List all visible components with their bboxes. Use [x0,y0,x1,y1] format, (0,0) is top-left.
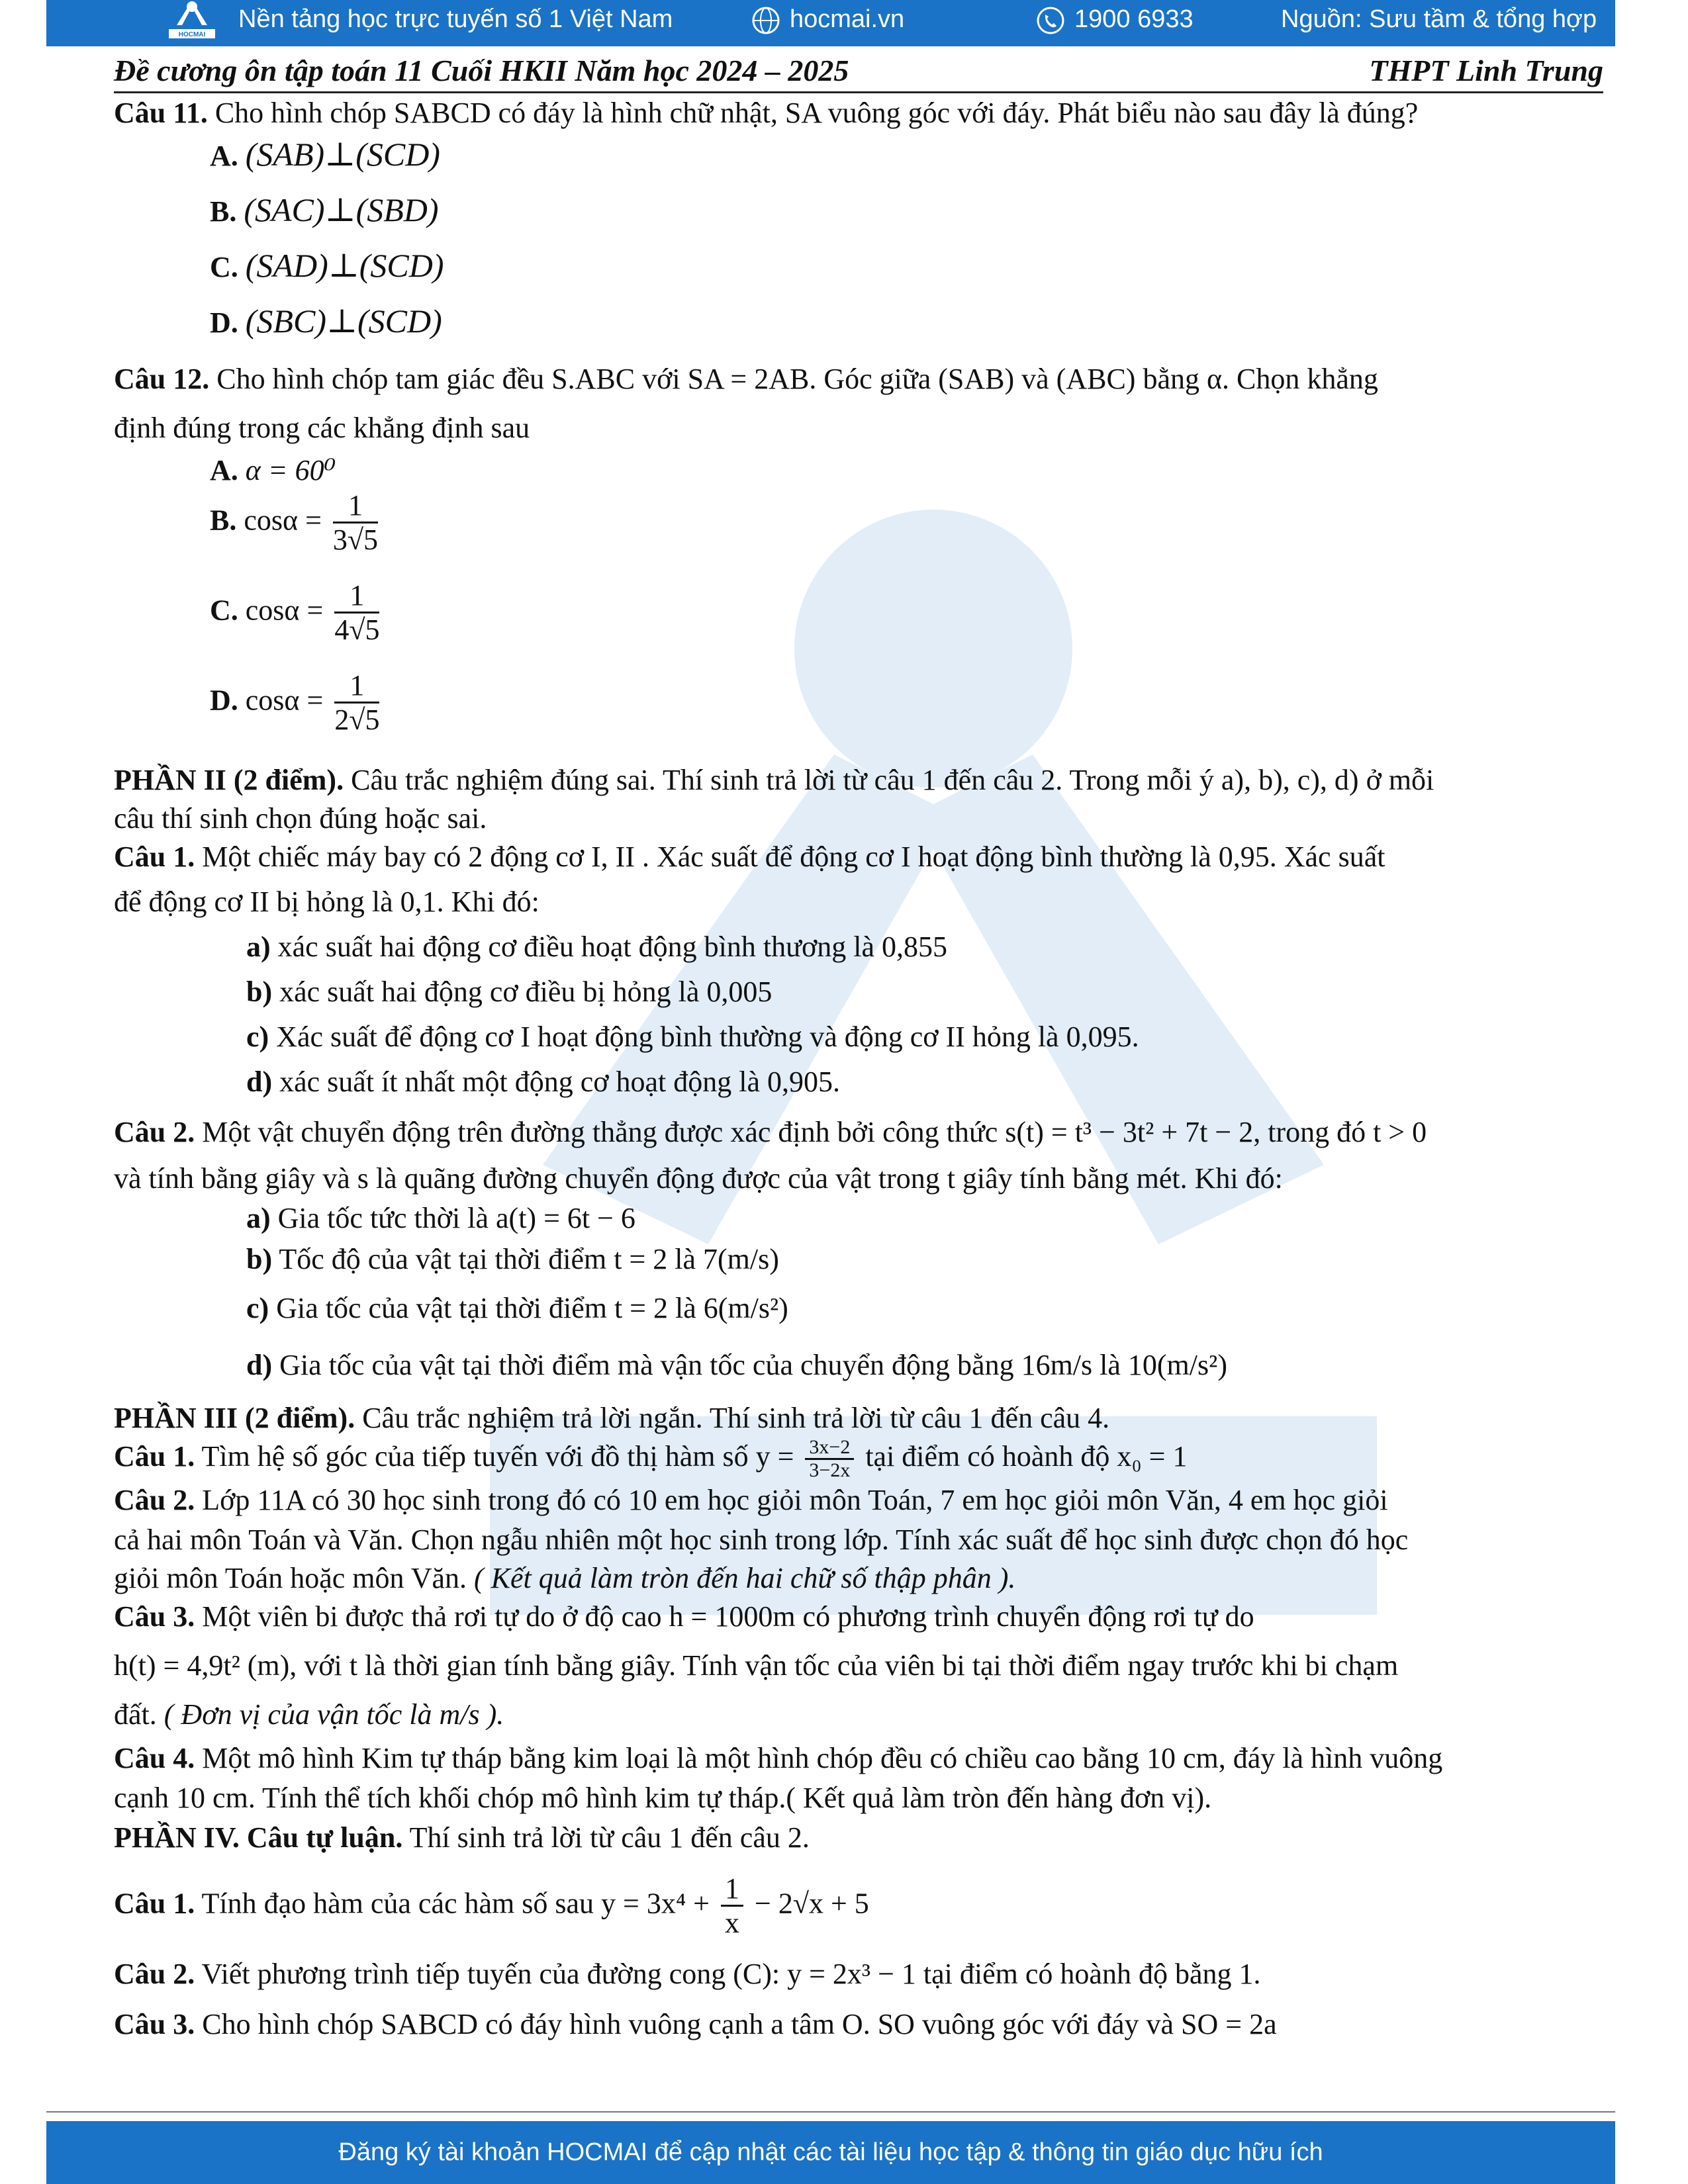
school-name: THPT Linh Trung [1369,54,1603,87]
top-banner [46,0,1615,46]
part3-question-3: Câu 3. Một viên bi được thả rơi tự do ở độ cao h = 1000m có phương trình chuyển động rơi tự do [114,1600,1254,1633]
svg-text:HOCMAI: HOCMAI [178,31,206,38]
tagline: Nền tảng học trực tuyến số 1 Việt Nam [238,5,673,33]
hocmai-logo[interactable] [162,0,222,41]
source-text: Nguồn: Sưu tầm & tổng hợp [1281,5,1597,33]
question-12-line2: định đúng trong các khẳng định sau [114,412,530,444]
p2q1-item-d[interactable]: d) xác suất ít nhất một động cơ hoạt động là 0,905. [246,1066,841,1098]
part3-question-2-line3: giỏi môn Toán hoặc môn Văn. ( Kết quả làm tròn đến hai chữ số thập phân ). [114,1562,1016,1594]
rounding-note: ( Kết quả làm tròn đến hai chữ số thập phân ). [474,1562,1016,1594]
phone-link[interactable] [1036,5,1194,35]
q12-option-d[interactable]: D. cosα = $\frac{1}{2√5}$ [210,669,380,736]
q11-option-d[interactable]: D. (SBC)⊥(SCD) [210,302,442,340]
fraction: $\frac{1}{4√5}$ [334,579,380,646]
part-title: PHẦN II (2 điểm). [114,764,344,796]
part2-question-1-line2: để động cơ II bị hỏng là 0,1. Khi đó: [114,886,539,918]
part3-question-3-line3: đất. ( Đơn vị của vận tốc là m/s ). [114,1698,504,1731]
part3-question-3-line2: h(t) = 4,9t² (m), với t là thời gian tính bằng giây. Tính vận tốc của viên bi tại thời điểm ngay trước khi bi chạm [114,1649,1399,1682]
part-2-heading-line2: câu thí sinh chọn đúng hoặc sai. [114,802,487,835]
part-3-heading: PHẦN III (2 điểm). Câu trắc nghiệm trả lời ngắn. Thí sinh trả lời từ câu 1 đến câu 4. [114,1402,1110,1434]
question-label: Câu 2. [114,1958,195,1990]
part2-question-2-line2: và tính bằng giây và s là quãng đường chuyển động được của vật trong t giây tính bằng mét. Khi đó: [114,1162,1283,1195]
part3-question-4-line2: cạnh 10 cm. Tính thể tích khối chóp mô hình kim tự tháp.( Kết quả làm tròn đến hàng đơn vị). [114,1782,1212,1814]
q11-option-a[interactable]: A. (SAB)⊥(SCD) [210,136,440,173]
part-title: PHẦN III (2 điểm). [114,1402,355,1434]
phone-text: 1900 6933 [1074,5,1194,33]
part2-question-1: Câu 1. Một chiếc máy bay có 2 động cơ I, II . Xác suất để động cơ I hoạt động bình thường là 0,95. Xác suất [114,841,1385,873]
question-label: Câu 2. [114,1484,195,1516]
p2q2-item-c[interactable]: c) Gia tốc của vật tại thời điểm t = 2 là 6(m/s²) [246,1292,788,1324]
unit-note: ( Đơn vị của vận tốc là m/s ). [164,1698,504,1731]
p2q2-item-d[interactable]: d) Gia tốc của vật tại thời điểm mà vận tốc của chuyển động bằng 16m/s là 10(m/s²) [246,1349,1227,1381]
website-link[interactable] [751,5,904,35]
question-text: Cho hình chóp SABCD có đáy là hình chữ nhật, SA vuông góc với đáy. Phát biểu nào sau đây là đúng? [214,97,1419,129]
q11-option-b[interactable]: B. (SAC)⊥(SBD) [210,191,439,228]
p2q2-item-b[interactable]: b) Tốc độ của vật tại thời điểm t = 2 là 7(m/s) [246,1243,779,1275]
p2q1-item-a[interactable]: a) xác suất hai động cơ điều hoạt động bình thương là 0,855 [246,931,947,963]
part4-question-1: Câu 1. Tính đạo hàm của các hàm số sau y = 3x⁴ + $\frac{1}{x}$ − 2√x + 5 [114,1872,869,1939]
document-title: Đề cương ôn tập toán 11 Cuối HKII Năm học 2024 – 2025 [114,54,849,87]
fraction: $\frac{1}{3√5}$ [332,489,379,556]
p2q1-item-b[interactable]: b) xác suất hai động cơ điều bị hỏng là 0,005 [246,976,773,1008]
footer-text: Đăng ký tài khoản HOCMAI để cập nhật các tài liệu học tập & thông tin giáo dục hữu ích [338,2138,1323,2166]
question-11 [114,93,1603,134]
question-text: Cho hình chóp tam giác đều S.ABC với SA = 2AB. Góc giữa (SAB) và (ABC) bằng α. Chọn khẳng [216,363,1378,395]
question-12 [114,359,1603,400]
part4-question-3: Câu 3. Cho hình chóp SABCD có đáy hình vuông cạnh a tâm O. SO vuông góc với đáy và SO = 2a [114,2008,1277,2040]
part-2-heading: PHẦN II (2 điểm). Câu trắc nghiệm đúng sai. Thí sinh trả lời từ câu 1 đến câu 2. Trong mỗi ý a), b), c), d) ở mỗi [114,764,1434,796]
question-label: Câu 1. [114,1440,195,1473]
fraction: $\frac{3x-2}{3-2x}$ [805,1437,854,1481]
q12-option-a[interactable]: A. α = 60⁰ [210,454,336,486]
document-header [114,52,1603,93]
part-title: PHẦN IV. Câu tự luận. [114,1821,403,1854]
website-text: hocmai.vn [790,5,905,33]
part2-question-2: Câu 2. Một vật chuyển động trên đường thẳng được xác định bởi công thức s(t) = t³ − 3t² + 7t − 2, trong đó t > 0 [114,1116,1427,1148]
fraction: $\frac{1}{2√5}$ [334,669,380,736]
q12-option-c[interactable]: C. cosα = $\frac{1}{4√5}$ [210,579,380,646]
part3-question-2: Câu 2. Lớp 11A có 30 học sinh trong đó có 10 em học giỏi môn Toán, 7 em học giỏi môn Văn, 4 em học giỏi [114,1484,1388,1516]
question-label: Câu 3. [114,2008,195,2040]
phone-icon [1036,6,1065,35]
part3-question-1: Câu 1. Tìm hệ số góc của tiếp tuyến với đồ thị hàm số y = $\frac{3x-2}{3-2x}$ tại điểm có hoành độ x₀ = 1 [114,1436,1188,1482]
fraction: $\frac{1}{x}$ [721,1873,743,1940]
p2q1-item-c[interactable]: c) Xác suất để động cơ I hoạt động bình thường và động cơ II hỏng là 0,095. [246,1021,1139,1053]
question-label: Câu 12. [114,363,210,395]
globe-icon [751,6,780,35]
footer-banner[interactable] [46,2121,1615,2184]
part4-question-2: Câu 2. Viết phương trình tiếp tuyến của đường cong (C): y = 2x³ − 1 tại điểm có hoành độ bằng 1. [114,1958,1261,1990]
part3-question-2-line2: cả hai môn Toán và Văn. Chọn ngẫu nhiên một học sinh trong lớp. Tính xác suất để học sinh được chọn đó học [114,1524,1409,1556]
part3-question-4: Câu 4. Một mô hình Kim tự tháp bằng kim loại là một hình chóp đều có chiều cao bằng 10 cm, đáy là hình vuông [114,1742,1443,1774]
q11-option-c[interactable]: C. (SAD)⊥(SCD) [210,247,444,284]
p2q2-item-a[interactable]: a) Gia tốc tức thời là a(t) = 6t − 6 [246,1202,635,1234]
question-label: Câu 4. [114,1742,195,1774]
question-label: Câu 1. [114,841,195,873]
question-label: Câu 3. [114,1600,195,1633]
question-label: Câu 2. [114,1116,195,1148]
question-label: Câu 1. [114,1887,195,1920]
footer-divider [46,2111,1615,2113]
part-4-heading: PHẦN IV. Câu tự luận. Thí sinh trả lời từ câu 1 đến câu 2. [114,1821,810,1854]
q12-option-b[interactable]: B. cosα = $\frac{1}{3√5}$ [210,489,379,556]
question-label: Câu 11. [114,97,208,129]
